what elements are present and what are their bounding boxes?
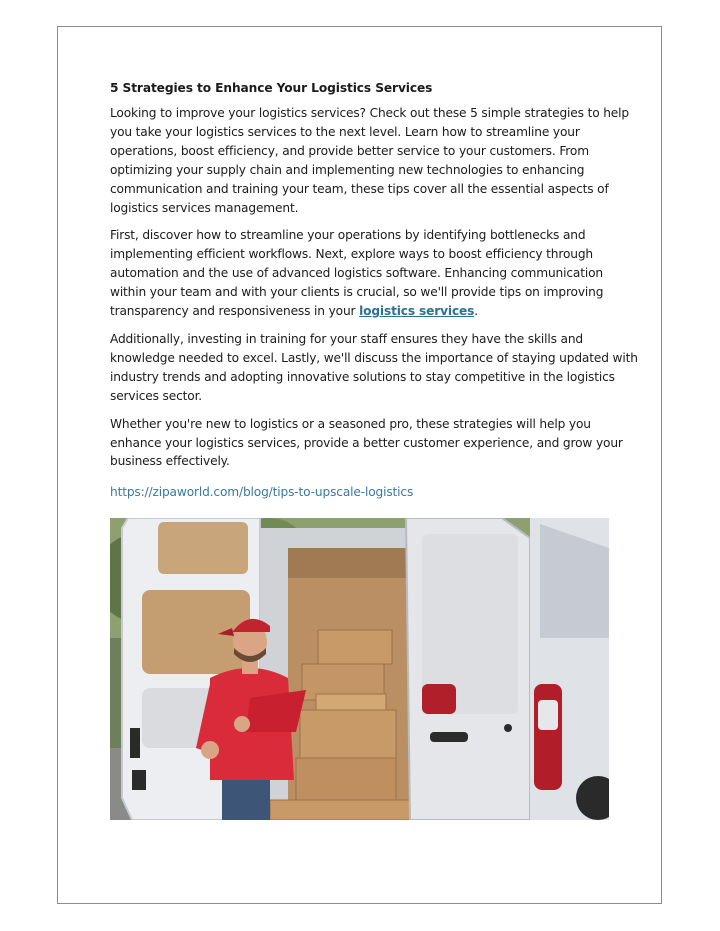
paragraph-line: you take your logistics services to the next level. Learn how to streamline your — [110, 124, 580, 139]
paragraph-line: operations, boost efficiency, and provide better service to your customers. From — [110, 143, 589, 158]
paragraph-line-prefix: transparency and responsiveness in your — [110, 304, 360, 319]
paragraph-operations — [110, 226, 610, 321]
paragraph-line: Additionally, investing in training for your staff ensures they have the skills and — [110, 331, 584, 346]
paragraph-line: First, discover how to streamline your operations by identifying bottlenecks and — [110, 228, 586, 243]
paragraph-intro — [110, 104, 629, 217]
paragraph-line: communication and training your team, these tips cover all the essential aspects of — [110, 181, 609, 196]
article-title: 5 Strategies to Enhance Your Logistics Services — [110, 81, 433, 95]
paragraph-line: within your team and with your clients is crucial, so we'll provide tips on improving — [110, 285, 604, 300]
paragraph-line-suffix: . — [474, 304, 478, 319]
paragraph-line: services sector. — [110, 388, 203, 403]
paragraph-line: industry trends and adopting innovative solutions to stay competitive in the logistics — [110, 369, 615, 384]
paragraph-line: enhance your logistics services, provide a better customer experience, and grow your — [110, 435, 623, 450]
paragraph-line-with-link — [110, 302, 610, 321]
paragraph-conclusion — [110, 415, 623, 472]
logistics-services-link[interactable]: logistics services — [359, 304, 475, 319]
paragraph-line: business effectively. — [110, 454, 230, 469]
delivery-van-photo — [110, 518, 609, 820]
paragraph-line: automation and the use of advanced logistics software. Enhancing communication — [110, 266, 603, 281]
paragraph-line: implementing efficient workflows. Next, explore ways to boost efficiency through — [110, 247, 594, 262]
paragraph-line: optimizing your supply chain and implementing new technologies to enhancing — [110, 162, 585, 177]
article-body — [110, 78, 638, 501]
delivery-van-illustration — [110, 518, 609, 820]
paragraph-line: logistics services management. — [110, 200, 299, 215]
paragraph-line: Looking to improve your logistics services? Check out these 5 simple strategies to help — [110, 106, 629, 120]
paragraph-line: knowledge needed to excel. Lastly, we'll discuss the importance of staying updated with — [110, 350, 638, 365]
paragraph-training — [110, 330, 638, 406]
source-url-link[interactable]: https://zipaworld.com/blog/tips-to-upscale-logistics — [110, 485, 414, 500]
paragraph-line: Whether you're new to logistics or a seasoned pro, these strategies will help you — [110, 416, 591, 431]
